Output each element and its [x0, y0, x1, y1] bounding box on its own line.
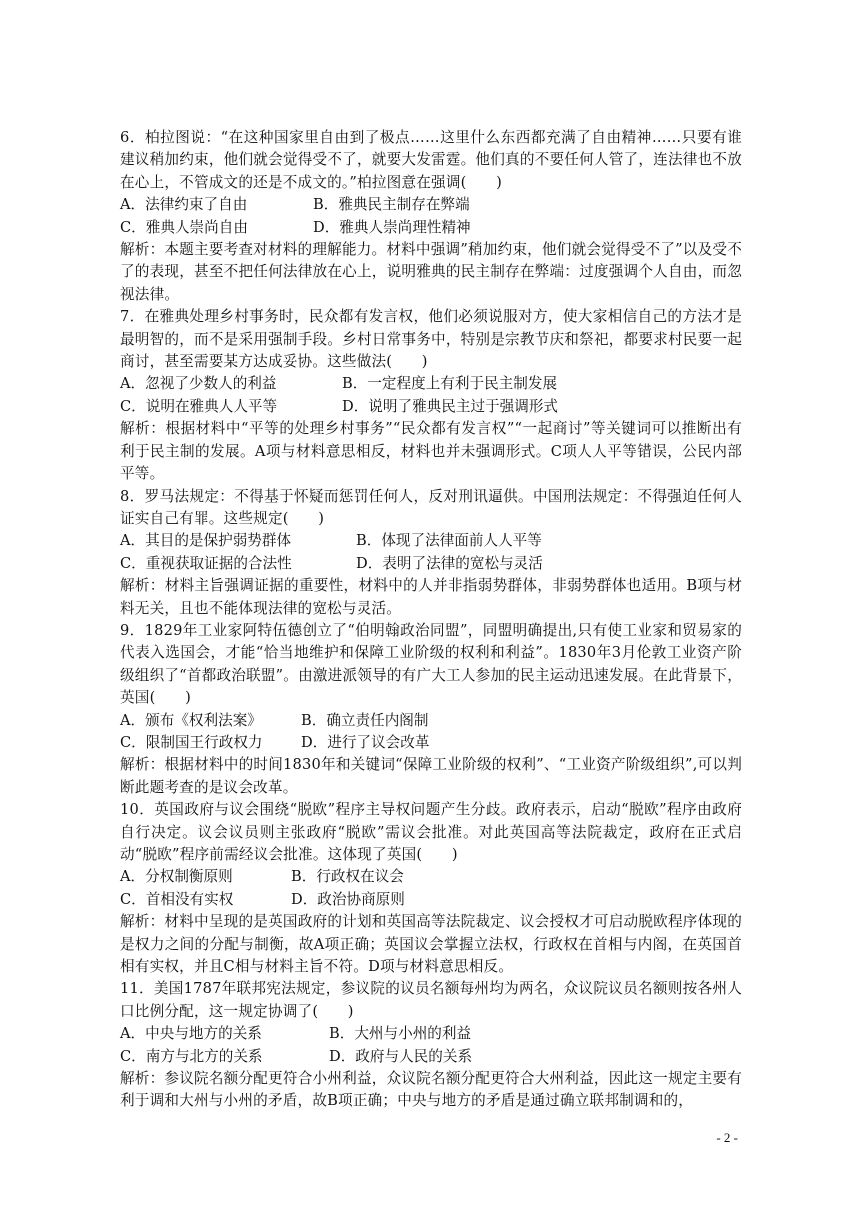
option-b: B．大州与小州的利益 — [329, 1025, 472, 1043]
option-row — [120, 1023, 742, 1045]
question-10 — [120, 799, 742, 978]
question-9 — [120, 620, 742, 799]
option-row — [120, 396, 742, 418]
question-stem: 10．英国政府与议会围绕“脱欧”程序主导权问题产生分歧。政府表示，启动“脱欧”程序由政府自行决定。议会议员则主张政府“脱欧”需议会批准。对此英国高等法院裁定，政府在正式启动“脱欧”程序前需经议会批准。这体现了英国( ) — [120, 801, 742, 863]
question-stem: 11．美国1787年联邦宪法规定，参议院的议员名额每州均为两名，众议院议员名额则按各州人口比例分配，这一规定协调了( ) — [120, 980, 742, 1020]
question-8 — [120, 486, 742, 620]
analysis: 解析：根据材料中“平等的处理乡村事务”“民众都有发言权”“一起商讨”等关键词可以推断出有利于民主制的发展。A项与材料意思相反，材料也并未强调形式。C项人人平等错误，公民内部平等。 — [120, 420, 742, 483]
option-row — [120, 373, 742, 395]
option-a: A．颁布《权利法案》 — [120, 711, 262, 729]
option-a: A．分权制衡原则 — [120, 868, 233, 886]
option-row — [120, 217, 742, 239]
option-d: D．政治协商原则 — [291, 890, 405, 908]
option-row — [120, 889, 742, 911]
question-stem: 6．柏拉图说：“在这种国家里自由到了极点……这里什么东西都充满了自由精神……只要有谁建议稍加约束，他们就会觉得受不了，就要大发雷霆。他们真的不要任何人管了，连法律也不放在心上，不管成文的还是不成文的。”柏拉图意在强调( ) — [120, 129, 742, 191]
option-row — [120, 530, 742, 552]
analysis: 解析：材料中呈现的是英国政府的计划和英国高等法院裁定、议会授权才可启动脱欧程序体现的是权力之间的分配与制衡，故A项正确；英国议会掌握立法权，行政权在首相与内阁，在英国首相有实权，并且C相与材料主旨不符。D项与材料意思相反。 — [120, 913, 742, 976]
option-c: C．首相没有实权 — [120, 890, 234, 908]
option-d: D．进行了议会改革 — [301, 733, 430, 751]
analysis: 解析：本题主要考查对材料的理解能力。材料中强调”稍加约束，他们就会觉得受不了”以及受不了的表现，甚至不把任何法律放在心上，说明雅典的民主制存在弊端：过度强调个人自由，而忽视法律。 — [120, 241, 742, 303]
option-a: A．其目的是保护弱势群体 — [120, 532, 292, 550]
option-a: A．中央与地方的关系 — [120, 1025, 262, 1043]
option-b: B．体现了法律面前人人平等 — [356, 532, 542, 550]
option-row — [120, 732, 742, 754]
option-d: D．表明了法律的宽松与灵活 — [356, 554, 543, 572]
option-row — [120, 866, 742, 888]
analysis: 解析：根据材料中的时间1830年和关键词“保障工业阶级的权利”、“工业资产阶级组织”,可以判断此题考查的是议会改革。 — [120, 756, 742, 796]
option-d: D．雅典人崇尚理性精神 — [313, 218, 471, 236]
question-stem: 8．罗马法规定：不得基于怀疑而惩罚任何人，反对刑讯逼供。中国刑法规定：不得强迫任何人证实自己有罪。这些规定( ) — [120, 487, 742, 527]
option-c: C．说明在雅典人人平等 — [120, 397, 278, 415]
option-c: C．雅典人崇尚自由 — [120, 218, 248, 236]
question-6 — [120, 127, 742, 306]
question-stem: 9．1829年工业家阿特伍德创立了“伯明翰政治同盟”，同盟明确提出,只有使工业家和贸易家的代表入选国会，才能“恰当地维护和保障工业阶级的权利和利益”。1830年3月伦敦工业资产阶级组织了“首都政治联盟”。由激进派领导的有广大工人参加的民主运动迅速发展。在此背景下，英国( ) — [120, 621, 742, 707]
question-11 — [120, 978, 742, 1112]
option-a: A．忽视了少数人的利益 — [120, 375, 277, 393]
option-row — [120, 1046, 742, 1068]
option-c: C．限制国王行政权力 — [120, 733, 263, 751]
option-a: A．法律约束了自由 — [120, 196, 248, 214]
option-row — [120, 553, 742, 575]
option-d: D．政府与人民的关系 — [329, 1047, 473, 1065]
option-d: D．说明了雅典民主过于强调形式 — [342, 397, 559, 415]
option-row — [120, 194, 742, 216]
option-b: B．行政权在议会 — [291, 868, 404, 886]
question-stem: 7．在雅典处理乡村事务时，民众都有发言权，他们必须说服对方，使大家相信自己的方法才是最明智的，而不是采用强制手段。乡村日常事务中，特别是宗教节庆和祭祀，都要求村民要一起商讨，甚至需要某方达成妥协。这些做法( ) — [120, 308, 742, 371]
question-7 — [120, 306, 742, 485]
analysis: 解析：材料主旨强调证据的重要性，材料中的人并非指弱势群体，非弱势群体也适用。B项与材料无关，且也不能体现法律的宽松与灵活。 — [120, 577, 742, 617]
option-b: B．雅典民主制存在弊端 — [313, 196, 470, 214]
option-b: B．一定程度上有利于民主制发展 — [342, 375, 558, 393]
option-c: C．重视获取证据的合法性 — [120, 554, 292, 572]
option-row — [120, 710, 742, 732]
page-content — [120, 127, 742, 1113]
page-number: - 2 - — [716, 1130, 738, 1145]
analysis: 解析：参议院名额分配更符合小州利益，众议院名额分配更符合大州利益，因此这一规定主要有利于调和大州与小州的矛盾，故B项正确；中央与地方的矛盾是通过确立联邦制调和的， — [120, 1070, 742, 1110]
option-b: B．确立责任内阁制 — [301, 711, 429, 729]
option-c: C．南方与北方的关系 — [120, 1047, 263, 1065]
